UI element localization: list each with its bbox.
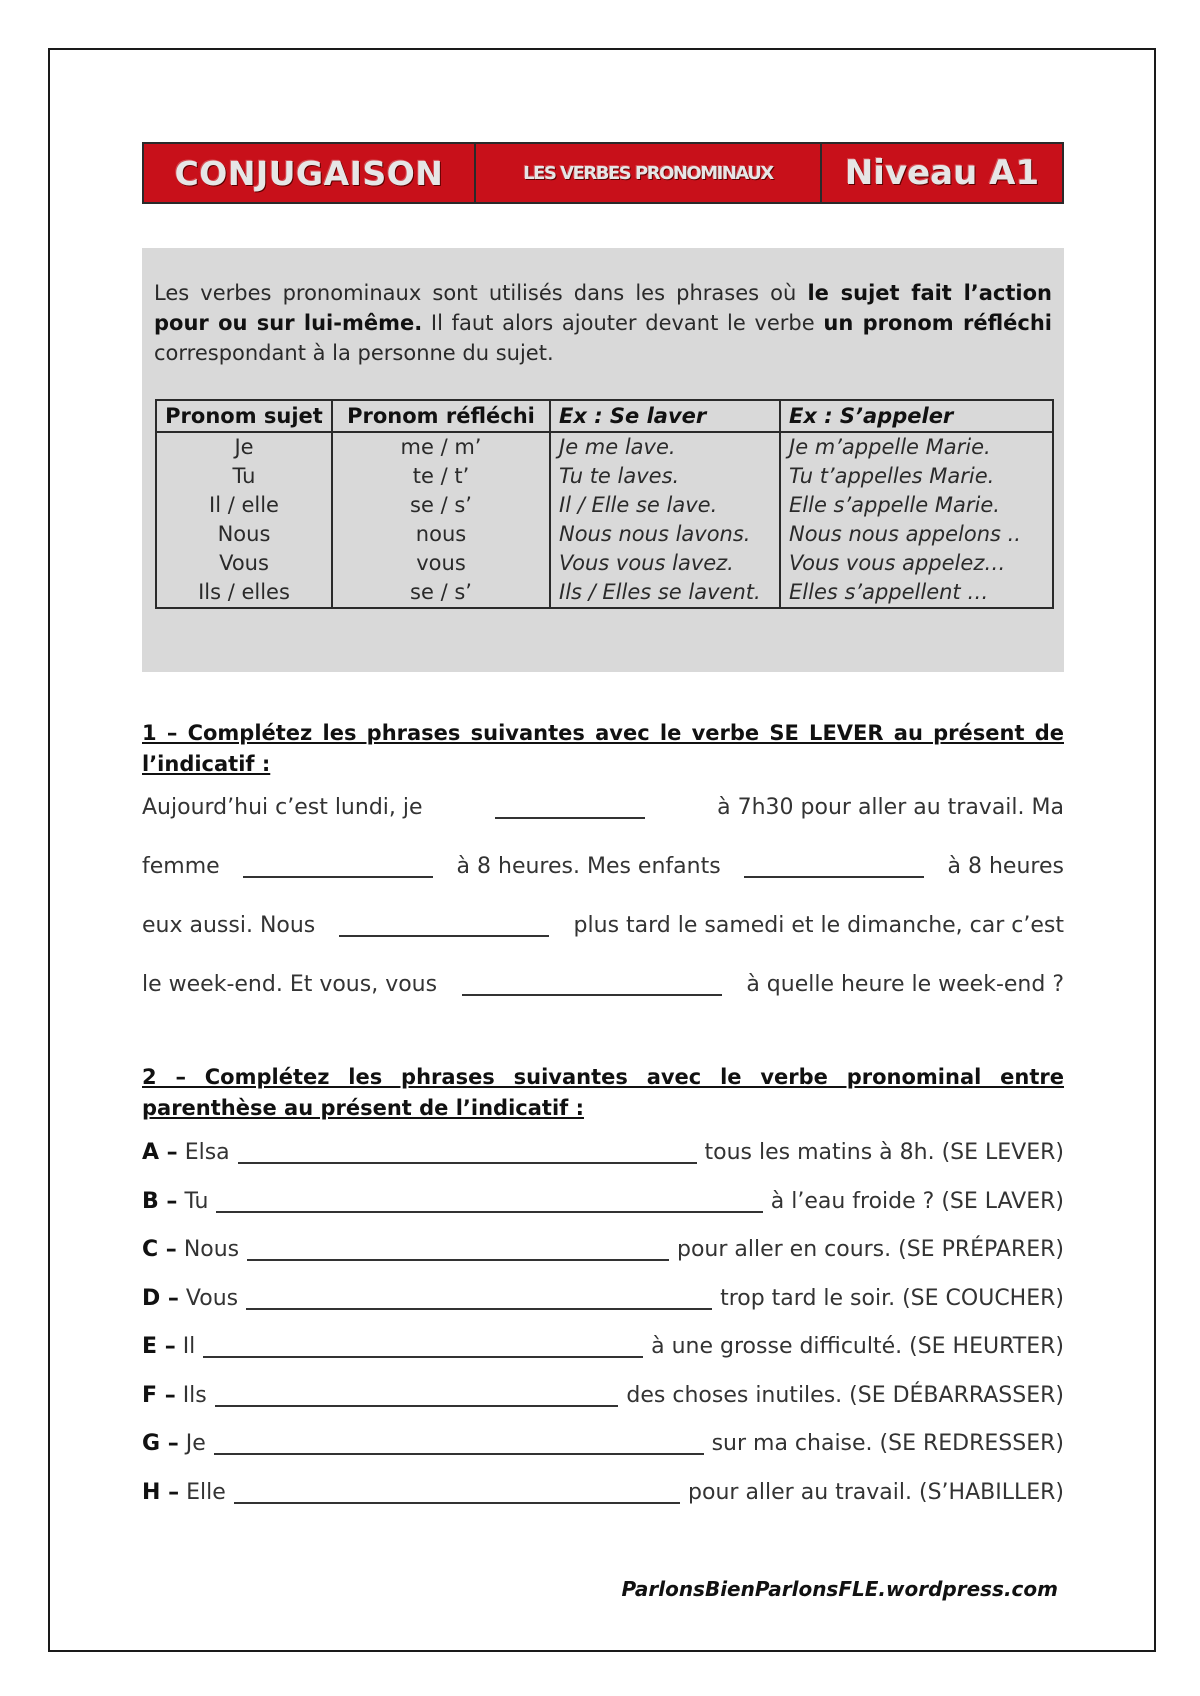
item-subject: Elsa: [184, 1140, 230, 1165]
intro-bold-1: le sujet fait l’action pour ou sur lui-même.: [154, 281, 1052, 335]
footer-website: ParlonsBienParlonsFLE.wordpress.com: [621, 1577, 1058, 1601]
table-cell: Tu te laves.: [550, 462, 780, 491]
table-cell: Vous: [156, 549, 332, 578]
exercise-1-text-segment: à 7h30 pour aller au travail. Ma: [717, 795, 1064, 820]
table-cell: Elles s’appellent …: [780, 578, 1053, 608]
answer-blank[interactable]: [203, 1334, 643, 1358]
exercise-1-line: [142, 854, 1064, 913]
exercise-1-text: [142, 795, 1064, 1031]
item-subject: Elle: [186, 1479, 226, 1505]
exercise-1-text-segment: à 8 heures: [947, 854, 1064, 879]
table-cell: Nous nous lavons.: [550, 520, 780, 549]
exercise-1-text-segment: Aujourd’hui c’est lundi, je: [142, 795, 423, 820]
item-rest: pour aller au travail. (S’HABILLER): [688, 1479, 1064, 1505]
item-letter: A –: [142, 1140, 178, 1165]
table-cell: Ils / elles: [156, 578, 332, 608]
table-header: Pronom réfléchi: [332, 400, 550, 432]
table-cell: Je me lave.: [550, 432, 780, 462]
intro-bold-2: un pronom réfléchi: [823, 311, 1052, 335]
table-header-row: [156, 400, 1053, 432]
item-subject: Je: [185, 1431, 206, 1456]
table-header: Pronom sujet: [156, 400, 332, 432]
exercise-2-item: [142, 1334, 1064, 1383]
table-cell: se / s’: [332, 491, 550, 520]
exercise-2-item: [142, 1480, 1064, 1529]
item-letter: C –: [142, 1237, 177, 1262]
exercise-2-title: 2 – Complétez les phrases suivantes avec le verbe pronominal entre parenthèse au présent de l’indicatif :: [142, 1065, 1064, 1120]
table-cell: Je: [156, 432, 332, 462]
intro-text-3: correspondant à la personne du sujet.: [154, 341, 554, 365]
table-header: Ex : S’appeler: [780, 400, 1053, 432]
item-subject: Ils: [182, 1382, 207, 1408]
exercise-2-item: [142, 1140, 1064, 1189]
exercise-1-text-segment: à 8 heures. Mes enfants: [456, 854, 721, 879]
answer-blank[interactable]: [339, 913, 549, 937]
exercise-2-list: [142, 1140, 1064, 1528]
table-cell: te / t’: [332, 462, 550, 491]
item-subject: Nous: [183, 1237, 240, 1262]
item-letter: B –: [142, 1188, 178, 1214]
item-rest: sur ma chaise. (SE REDRESSER): [711, 1431, 1064, 1456]
table-cell: nous: [332, 520, 550, 549]
exercise-2-item: [142, 1383, 1064, 1432]
item-letter: F –: [142, 1382, 176, 1408]
table-cell: Ils / Elles se lavent.: [550, 578, 780, 608]
answer-blank[interactable]: [216, 1189, 762, 1213]
exercise-2-item: [142, 1237, 1064, 1286]
item-letter: G –: [142, 1431, 179, 1456]
answer-blank[interactable]: [246, 1286, 712, 1310]
exercise-1-text-segment: à quelle heure le week-end ?: [746, 972, 1064, 997]
worksheet-header: [142, 142, 1064, 204]
table-row: [156, 520, 1053, 549]
answer-blank[interactable]: [215, 1383, 619, 1407]
table-cell: Je m’appelle Marie.: [780, 432, 1053, 462]
exercise-1-line: [142, 972, 1064, 1031]
item-rest: à une grosse difficulté. (SE HEURTER): [651, 1334, 1064, 1359]
table-cell: Elle s’appelle Marie.: [780, 491, 1053, 520]
exercise-2-item: [142, 1431, 1064, 1480]
exercise-1-text-segment: le week-end. Et vous, vous: [142, 972, 438, 997]
item-letter: H –: [142, 1479, 180, 1505]
table-row: [156, 462, 1053, 491]
answer-blank[interactable]: [744, 854, 924, 878]
answer-blank[interactable]: [238, 1140, 697, 1164]
exercise-1-text-segment: femme: [142, 854, 220, 879]
table-cell: Vous vous lavez.: [550, 549, 780, 578]
exercise-2-item: [142, 1189, 1064, 1238]
table-cell: Nous nous appelons ..: [780, 520, 1053, 549]
table-cell: me / m’: [332, 432, 550, 462]
table-cell: Il / elle: [156, 491, 332, 520]
exercise-1-text-segment: plus tard le samedi et le dimanche, car c’est: [573, 913, 1064, 938]
table-cell: Tu t’appelles Marie.: [780, 462, 1053, 491]
table-cell: se / s’: [332, 578, 550, 608]
item-rest: à l’eau froide ? (SE LAVER): [770, 1188, 1064, 1214]
item-rest: pour aller en cours. (SE PRÉPARER): [676, 1237, 1064, 1262]
answer-blank[interactable]: [234, 1480, 680, 1504]
table-row: [156, 491, 1053, 520]
header-level: Niveau A1: [820, 144, 1062, 202]
intro-text-2: Il faut alors ajouter devant le verbe: [422, 311, 824, 335]
table-row: [156, 578, 1053, 608]
header-subtitle: LES VERBES PRONOMINAUX: [474, 144, 820, 202]
item-subject: Tu: [184, 1188, 209, 1214]
item-letter: E –: [142, 1334, 176, 1359]
exercise-1-text-segment: eux aussi. Nous: [142, 913, 316, 938]
answer-blank[interactable]: [462, 972, 722, 996]
exercise-2-item: [142, 1286, 1064, 1335]
item-rest: trop tard le soir. (SE COUCHER): [720, 1285, 1064, 1311]
table-cell: Nous: [156, 520, 332, 549]
exercise-1-line: [142, 913, 1064, 972]
conjugation-table: [155, 399, 1054, 609]
item-rest: des choses inutiles. (SE DÉBARRASSER): [626, 1382, 1064, 1408]
table-cell: vous: [332, 549, 550, 578]
intro-paragraph: [154, 278, 1052, 368]
item-subject: Vous: [185, 1285, 239, 1311]
answer-blank[interactable]: [247, 1237, 669, 1261]
table-cell: Tu: [156, 462, 332, 491]
answer-blank[interactable]: [243, 854, 433, 878]
exercise-1-title: 1 – Complétez les phrases suivantes avec le verbe SE LEVER au présent de l’indicatif :: [142, 721, 1064, 776]
table-cell: Vous vous appelez…: [780, 549, 1053, 578]
table-header: Ex : Se laver: [550, 400, 780, 432]
header-title: CONJUGAISON: [174, 153, 444, 193]
item-subject: Il: [182, 1334, 196, 1359]
table-cell: Il / Elle se lave.: [550, 491, 780, 520]
item-letter: D –: [142, 1285, 179, 1311]
table-row: [156, 549, 1053, 578]
table-row: [156, 432, 1053, 462]
exercise-1-line: [142, 795, 1064, 854]
answer-blank[interactable]: [495, 795, 645, 819]
intro-text-1: Les verbes pronominaux sont utilisés dans les phrases où: [154, 281, 808, 305]
item-rest: tous les matins à 8h. (SE LEVER): [704, 1140, 1064, 1165]
answer-blank[interactable]: [214, 1431, 704, 1455]
